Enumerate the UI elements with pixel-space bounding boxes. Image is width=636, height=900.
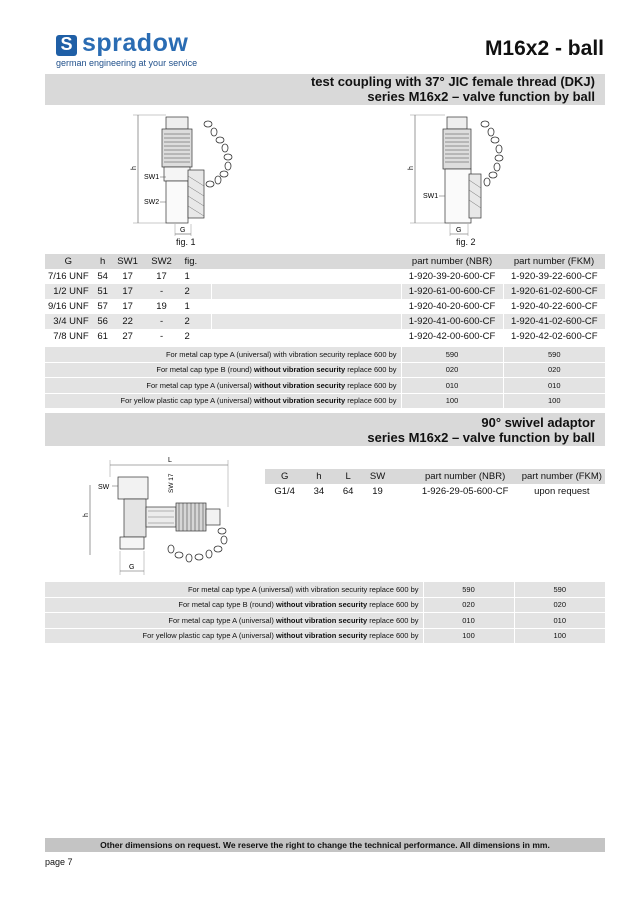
cell-nbr: 1-920-40-20-600-CF (401, 299, 503, 314)
note-fkm: 010 (503, 378, 605, 394)
col-header-sw: SW (363, 469, 393, 484)
cell-fig: 1 (184, 301, 190, 312)
section1-title-band (45, 74, 605, 105)
note-row (45, 613, 605, 629)
table-row (45, 269, 605, 284)
col-header-sw1: SW1 (114, 254, 142, 269)
cell-h: 34 (313, 486, 325, 497)
cell-fkm: 1-920-61-02-600-CF (503, 284, 605, 299)
cell-fkm: upon request (534, 486, 590, 497)
cell-spacer (211, 284, 401, 299)
col-header-g: G (265, 469, 304, 484)
logo-mark-icon: S (56, 35, 77, 56)
table-header-row (265, 469, 605, 484)
cell-sw2: 19 (156, 301, 167, 312)
note-nbr: 020 (401, 362, 503, 378)
cell-nbr: 1-926-29-05-600-CF (421, 486, 509, 497)
fig2-h-label: h (408, 166, 415, 170)
swivel-sw17-label: SW 17 (168, 473, 175, 493)
col-header-nbr: part number (NBR) (401, 254, 503, 269)
section1-table (45, 254, 605, 344)
cell-fkm: 1-920-40-22-600-CF (503, 299, 605, 314)
section2-subtitle: series M16x2 – valve function by ball (367, 430, 595, 445)
cell-g: 7/8 UNF (53, 331, 89, 342)
cell-l: 64 (342, 486, 354, 497)
cell-spacer (211, 314, 401, 329)
note-row (45, 362, 605, 378)
note-text: For yellow plastic cap type A (universal) without vibration security replace 600 by (45, 393, 401, 409)
note-row (45, 347, 605, 362)
col-header-spacer (211, 254, 401, 269)
note-row (45, 582, 605, 597)
cell-spacer (211, 299, 401, 314)
note-text: For metal cap type B (round) without vibration security replace 600 by (45, 597, 423, 613)
brand-name: spradow (82, 29, 189, 57)
cell-h: 54 (97, 271, 108, 282)
section2-notes (45, 582, 605, 644)
note-fkm: 100 (503, 393, 605, 409)
cell-sw2: - (159, 331, 164, 342)
page-number: page 7 (45, 857, 73, 867)
note-fkm: 020 (514, 597, 605, 613)
col-header-g: G (45, 254, 92, 269)
section2-title-band (45, 413, 605, 446)
note-nbr: 100 (423, 628, 514, 644)
fig2-sw1-label: SW1 (423, 193, 439, 200)
section2-title: 90° swivel adaptor (481, 415, 595, 430)
note-nbr: 010 (401, 378, 503, 394)
note-nbr: 020 (423, 597, 514, 613)
note-text: For metal cap type B (round) without vibration security replace 600 by (45, 362, 401, 378)
cell-fig: 2 (184, 331, 190, 342)
note-row (45, 393, 605, 409)
table-row (45, 329, 605, 344)
col-header-h: h (304, 469, 333, 484)
cell-fkm: 1-920-41-02-600-CF (503, 314, 605, 329)
table-header-row (45, 254, 605, 269)
fig2-drawing (405, 112, 515, 237)
cell-h: 51 (92, 284, 114, 299)
swivel-sw-label: SW (98, 484, 110, 491)
note-text: For metal cap type A (universal) with vibration security replace 600 by (45, 347, 401, 362)
cell-h: 57 (97, 301, 108, 312)
swivel-l-label: L (168, 457, 172, 464)
table-row (45, 299, 605, 314)
note-text: For yellow plastic cap type A (universal) without vibration security replace 600 by (45, 628, 423, 644)
section1-notes (45, 347, 605, 409)
fig1-drawing (128, 112, 248, 237)
col-header-nbr: part number (NBR) (412, 469, 519, 484)
cell-nbr: 1-920-61-00-600-CF (401, 284, 503, 299)
section1-subtitle: series M16x2 – valve function by ball (367, 89, 595, 104)
cell-spacer (392, 484, 411, 499)
fig1-sw2-label: SW2 (144, 199, 160, 206)
cell-fkm: 1-920-42-02-600-CF (503, 329, 605, 344)
col-header-sw2: SW2 (142, 254, 182, 269)
note-text: For metal cap type A (universal) without vibration security replace 600 by (45, 378, 401, 394)
table-row (45, 284, 605, 299)
note-fkm: 590 (514, 582, 605, 597)
section1-title: test coupling with 37° JIC female thread (DKJ) (310, 74, 595, 89)
note-text: For metal cap type A (universal) with vibration security replace 600 by (45, 582, 423, 597)
fig1-caption: fig. 1 (176, 237, 196, 247)
fig1-g-label: G (180, 227, 186, 234)
footer-note: Other dimensions on request. We reserve the right to change the technical performance. All dimensions in mm. (45, 838, 605, 852)
cell-g: 3/4 UNF (45, 314, 92, 329)
cell-sw2: 17 (156, 271, 167, 282)
col-header-spacer (392, 469, 411, 484)
note-row (45, 597, 605, 613)
cell-fkm: 1-920-39-22-600-CF (503, 269, 605, 284)
col-header-h: h (92, 254, 114, 269)
cell-nbr: 1-920-42-00-600-CF (401, 329, 503, 344)
table-row (45, 314, 605, 329)
note-row (45, 378, 605, 394)
cell-sw1: 27 (122, 331, 133, 342)
swivel-h-label: h (83, 513, 90, 517)
col-header-fkm: part number (FKM) (503, 254, 605, 269)
cell-h: 61 (97, 331, 108, 342)
cell-g: 9/16 UNF (48, 301, 89, 312)
note-text: For metal cap type A (universal) without vibration security replace 600 by (45, 613, 423, 629)
table-row (265, 484, 605, 499)
col-header-l: L (334, 469, 363, 484)
cell-fig: 2 (181, 314, 211, 329)
section2-table (265, 469, 605, 499)
cell-sw2: - (142, 284, 182, 299)
fig2-g-label: G (456, 227, 462, 234)
col-header-fkm: part number (FKM) (519, 469, 605, 484)
cell-sw1: 22 (114, 314, 142, 329)
cell-sw2: - (142, 314, 182, 329)
brand-tagline: german engineering at your service (56, 58, 198, 68)
note-fkm: 100 (514, 628, 605, 644)
fig2-caption: fig. 2 (456, 237, 476, 247)
cell-g: G1/4 (274, 486, 295, 497)
cell-fig: 1 (184, 271, 190, 282)
fig1-h-label: h (131, 166, 138, 170)
note-fkm: 010 (514, 613, 605, 629)
cell-sw1: 17 (122, 301, 133, 312)
note-fkm: 590 (503, 347, 605, 362)
cell-fig: 2 (181, 284, 211, 299)
note-nbr: 100 (401, 393, 503, 409)
cell-sw1: 17 (114, 284, 142, 299)
cell-spacer (211, 269, 401, 284)
note-nbr: 590 (401, 347, 503, 362)
page-title: M16x2 - ball (484, 37, 604, 60)
brand-logo (56, 29, 198, 73)
cell-nbr: 1-920-39-20-600-CF (401, 269, 503, 284)
note-nbr: 010 (423, 613, 514, 629)
cell-g: 7/16 UNF (48, 271, 89, 282)
note-nbr: 590 (423, 582, 514, 597)
cell-h: 56 (92, 314, 114, 329)
cell-g: 1/2 UNF (45, 284, 92, 299)
note-row (45, 628, 605, 644)
cell-spacer (211, 329, 401, 344)
cell-sw1: 17 (122, 271, 133, 282)
cell-nbr: 1-920-41-00-600-CF (401, 314, 503, 329)
cell-sw: 19 (372, 486, 383, 497)
swivel-g-label: G (129, 564, 135, 571)
fig1-sw1-label: SW1 (144, 174, 160, 181)
swivel-adaptor-drawing (78, 455, 238, 577)
note-fkm: 020 (503, 362, 605, 378)
col-header-fig: fig. (181, 254, 211, 269)
